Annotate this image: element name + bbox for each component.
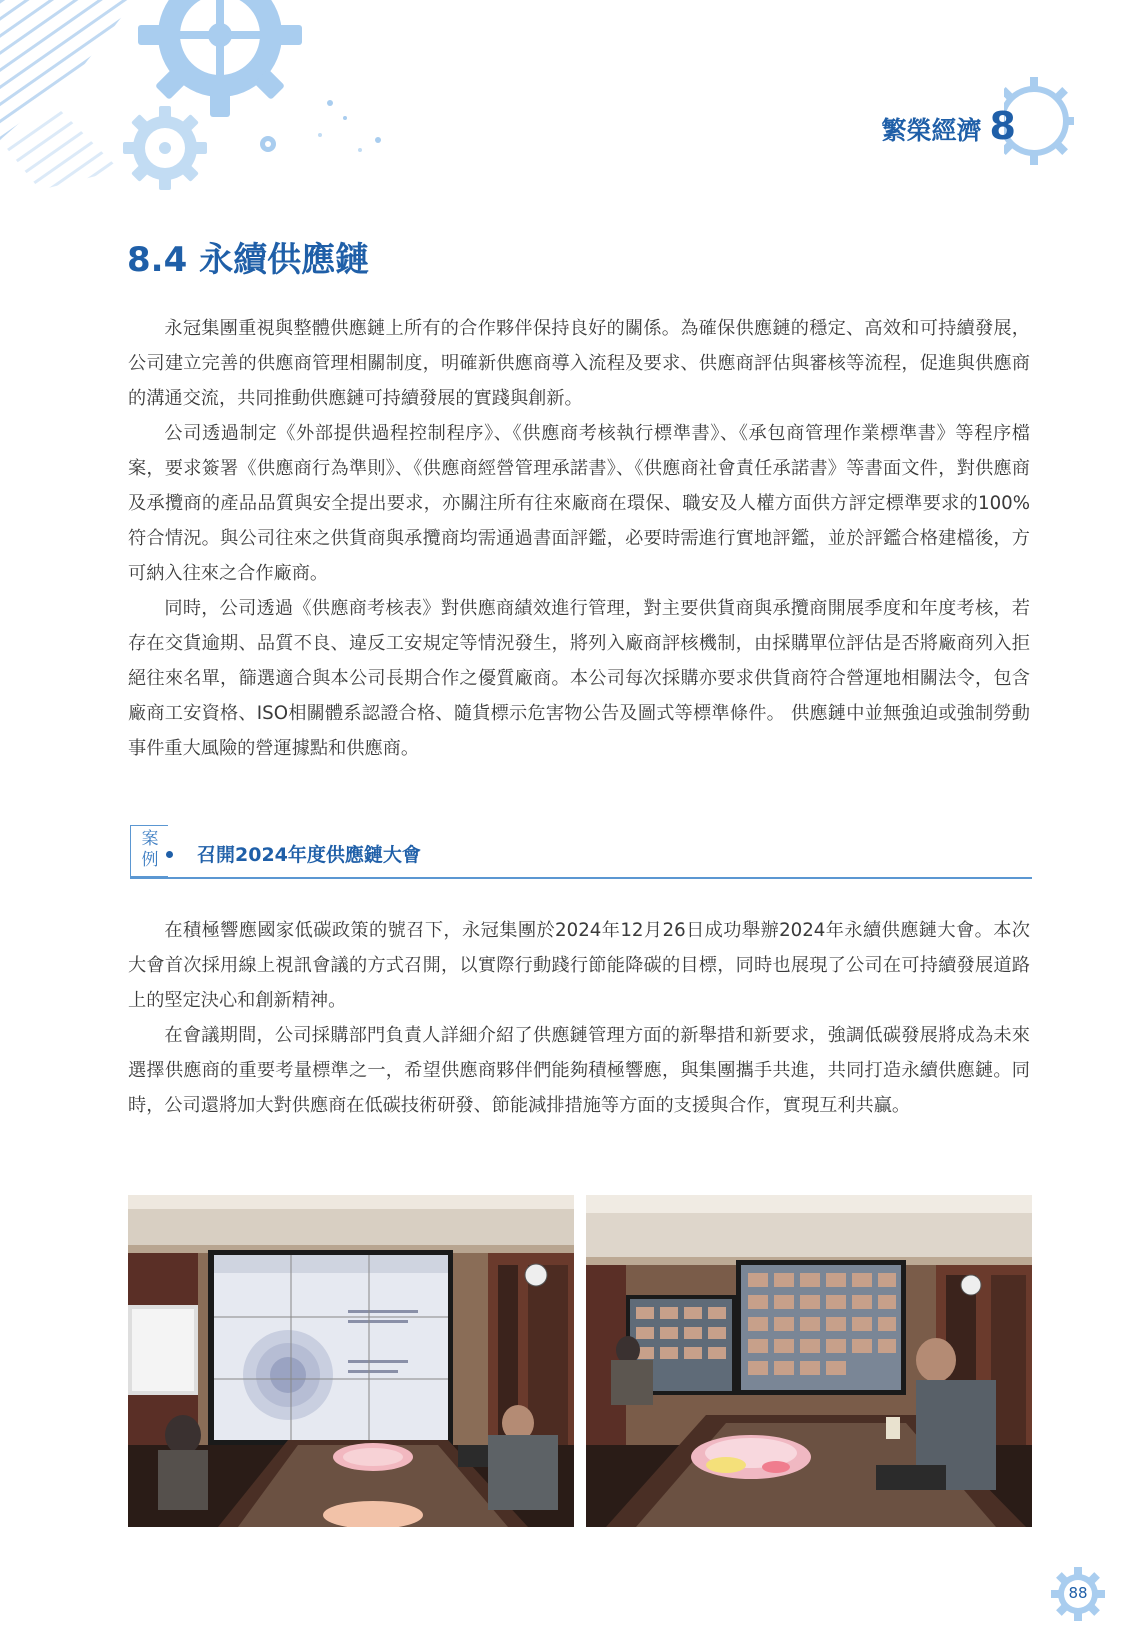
chapter-title: 繁榮經濟 <box>881 116 982 145</box>
section-title: 8.4 永續供應鏈 <box>127 240 370 280</box>
header-gear-decoration <box>0 0 420 200</box>
paragraph: 在會議期間，公司採購部門負責人詳細介紹了供應鏈管理方面的新舉措和新要求，強調低碳發展將成為未來選擇供應商的重要考量標準之一，希望供應商夥伴們能夠積極響應，與集團攜手共進，共同打造永續供應鏈。同時，公司還將加大對供應商在低碳技術研發、節能減排措施等方面的支援與合作，實現互利共贏。 <box>128 1025 1030 1116</box>
paragraph: 同時，公司透過《供應商考核表》對供應商績效進行管理，對主要供貨商與承攬商開展季度和年度考核，若存在交貨逾期、品質不良、違反工安規定等情況發生，將列入廠商評核機制，由採購單位評估是否將廠商列入拒絕往來名單，篩選適合與本公司長期合作之優質廠商。本公司每次採購亦要求供貨商符合營運地相關法令，包含廠商工安資格、ISO相關體系認證合格、隨貨標示危害物公告及圖式等標準條件。 供應鏈中並無強迫或強制勞動事件重大風險的營運據點和供應商。 <box>128 598 1030 759</box>
case-title: 召開2024年度供應鏈大會 <box>197 844 421 866</box>
section-body <box>128 311 1030 766</box>
paragraph: 永冠集團重視與整體供應鏈上所有的合作夥伴保持良好的關係。為確保供應鏈的穩定、高效和可持續發展，公司建立完善的供應商管理相關制度，明確新供應商導入流程及要求、供應商評估與審核等流程，促進與供應商的溝通交流，共同推動供應鏈可持續發展的實踐與創新。 <box>128 318 1030 409</box>
case-body <box>128 913 1030 1123</box>
divider <box>130 877 1032 879</box>
case-label: 案例 <box>141 829 159 870</box>
page-number: 88 <box>1068 1584 1088 1602</box>
page-number-badge <box>1050 1566 1106 1622</box>
bullet-dot-icon <box>166 851 173 858</box>
chapter-number: 8 <box>989 104 1016 148</box>
paragraph: 在積極響應國家低碳政策的號召下，永冠集團於2024年12月26日成功舉辦2024年永續供應鏈大會。本次大會首次採用線上視訊會議的方式召開，以實際行動踐行節能降碳的目標，同時也展現了公司在可持續發展道路上的堅定決心和創新精神。 <box>128 920 1030 1011</box>
chapter-header <box>882 104 1016 148</box>
paragraph: 公司透過制定《外部提供過程控制程序》、《供應商考核執行標準書》、《承包商管理作業標準書》等程序檔案，要求簽署《供應商行為準則》、《供應商經營管理承諾書》、《供應商社會責任承諾書》等書面文件，對供應商及承攬商的產品品質與安全提出要求，亦關注所有往來廠商在環保、職安及人權方面供方評定標準要求的100%符合情況。與公司往來之供貨商與承攬商均需通過書面評鑑，必要時需進行實地評鑑，並於評鑑合格建檔後，方可納入往來之合作廠商。 <box>128 423 1030 584</box>
meeting-photo-video-conference <box>586 1195 1032 1527</box>
meeting-photo-presentation <box>128 1195 574 1527</box>
